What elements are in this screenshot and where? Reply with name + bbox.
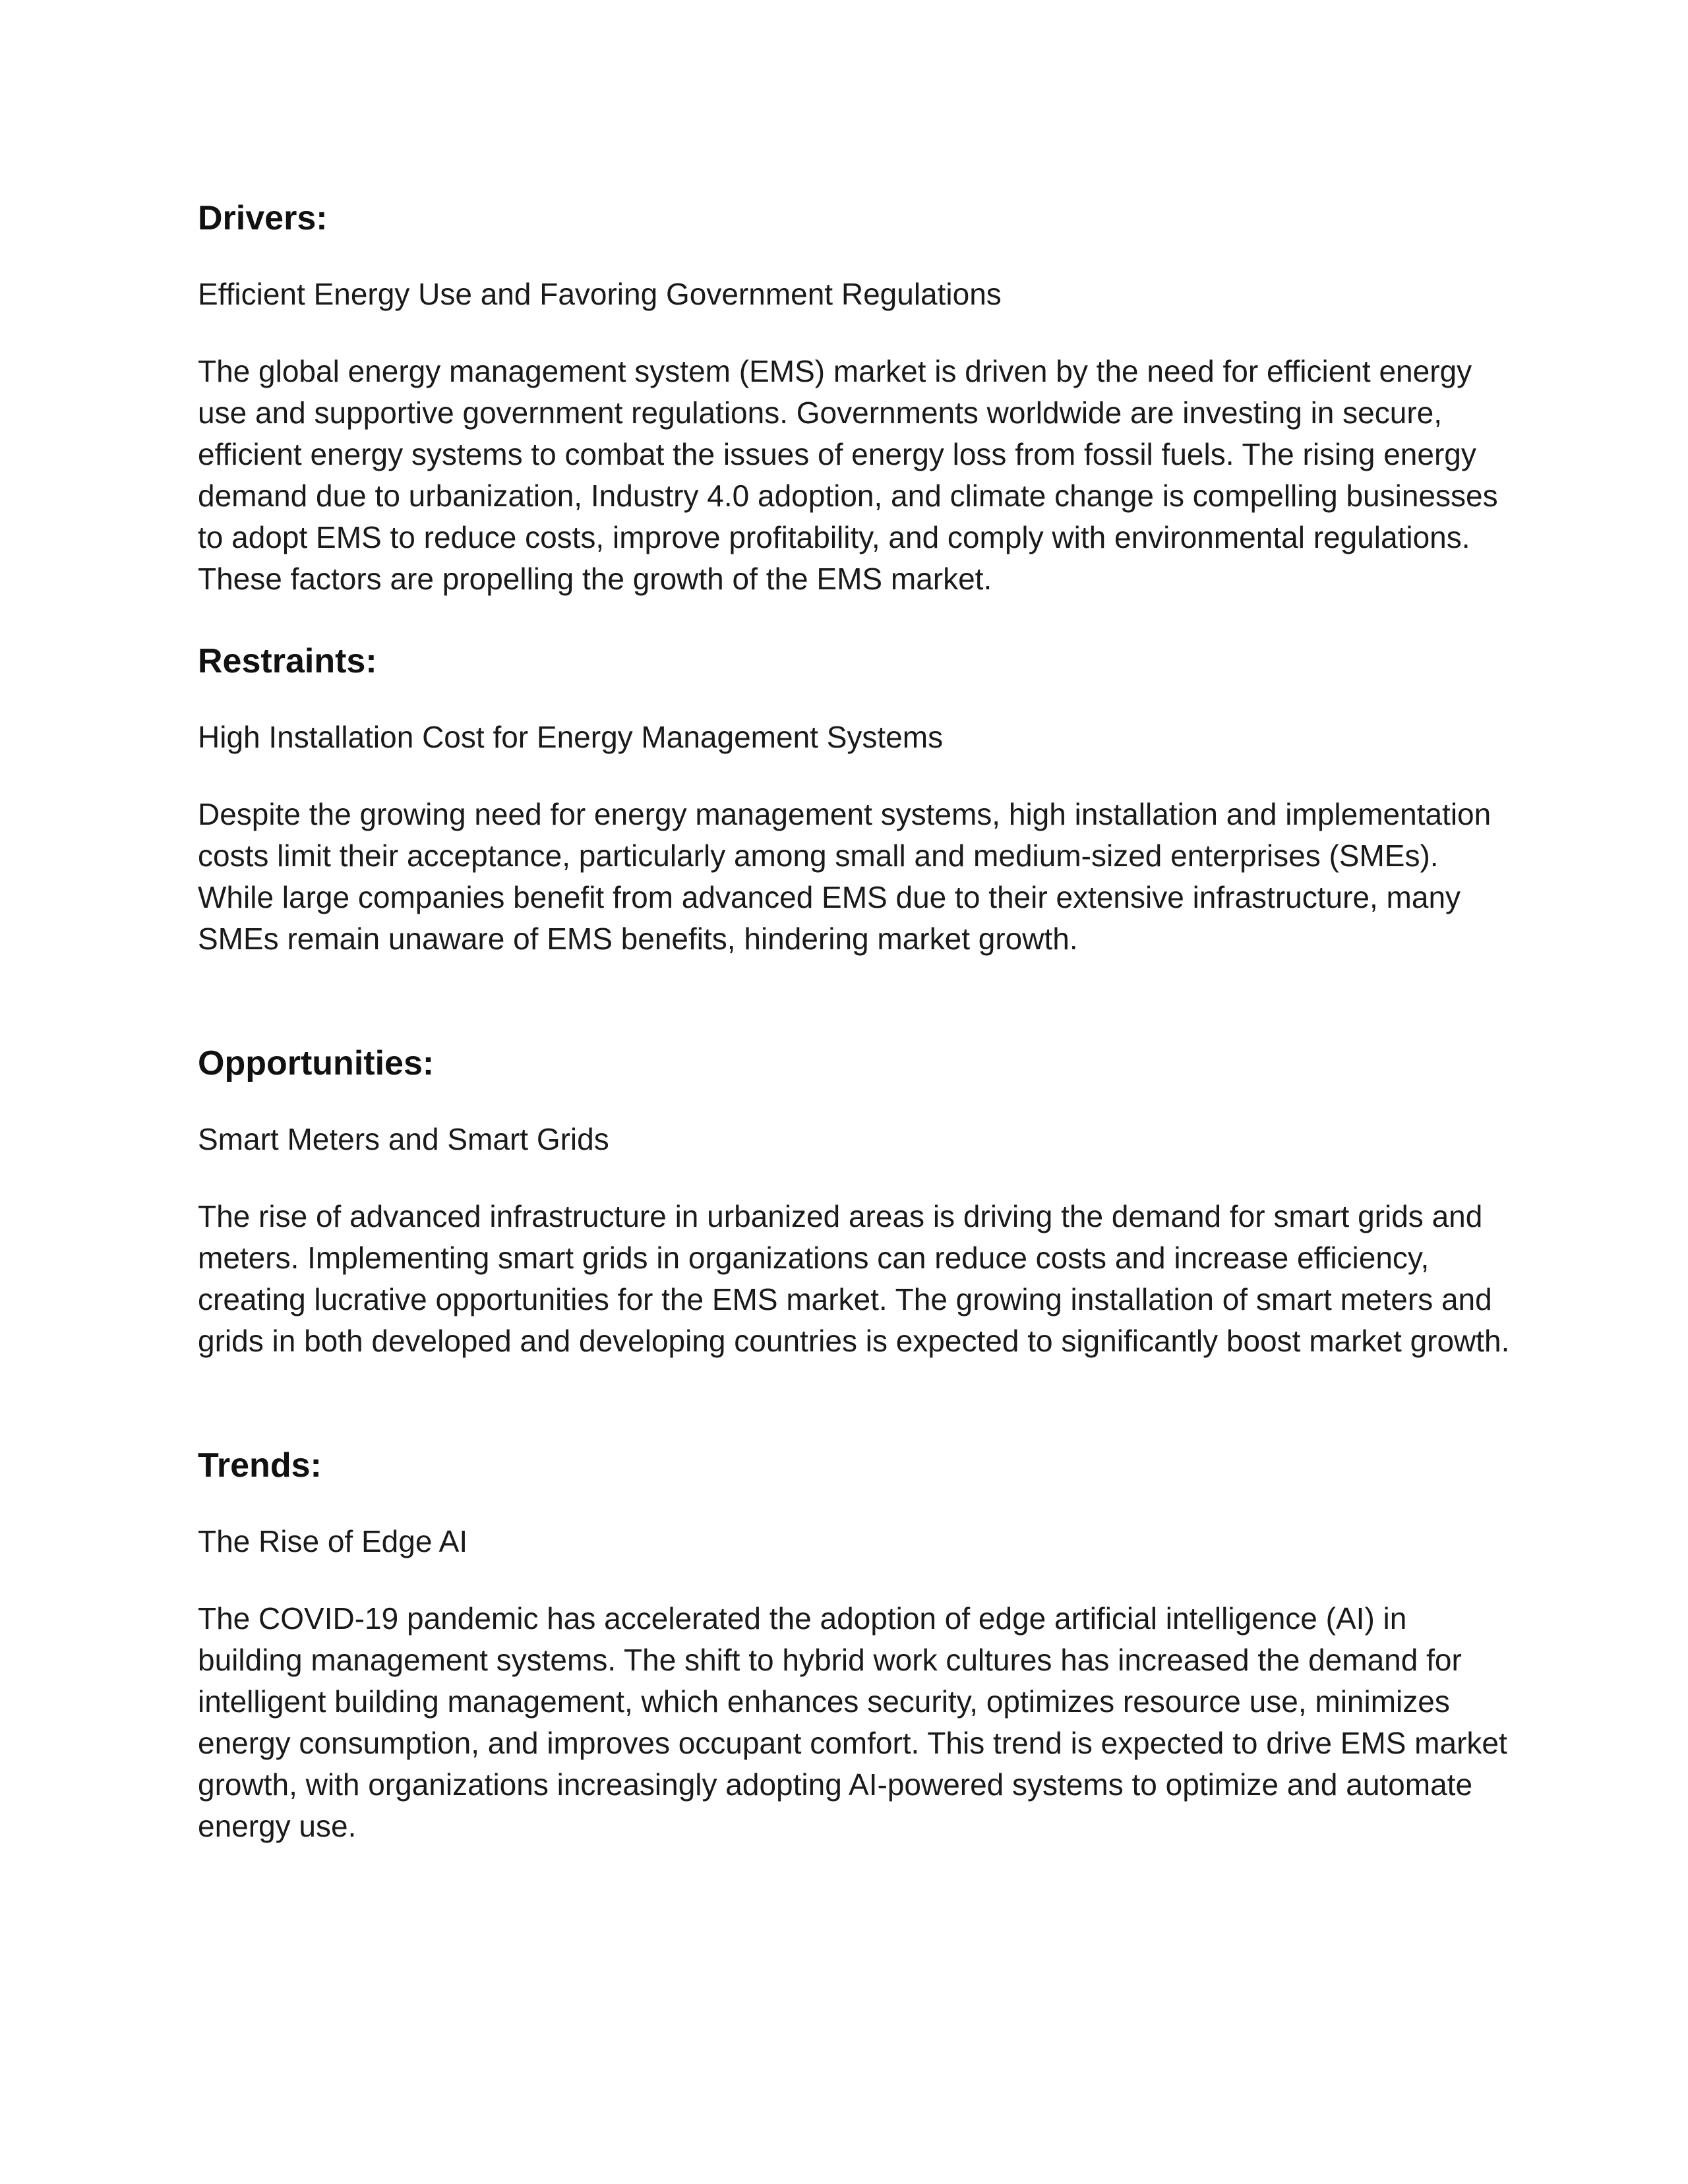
section-subheading: The Rise of Edge AI — [198, 1524, 468, 1558]
section-body: The global energy management system (EMS) market is driven by the need for efficient energy use and supportive government regulations. Governments worldwide are investing in secure, efficient energy systems to combat the issues of energy loss from fossil fuels. The rising energy demand due to urbanization, Industry 4.0 adoption, and climate change is compelling businesses to adopt EMS to reduce costs, improve profitability, and comply with environmental regulations. These factors are propelling the growth of the EMS market. — [198, 354, 1498, 596]
section-heading: Trends: — [198, 1446, 322, 1485]
section-body: The rise of advanced infrastructure in urbanized areas is driving the demand for smart grids and meters. Implementing smart grids in organizations can reduce costs and increase efficiency, creating lucrative opportunities for the EMS market. The growing installation of smart meters and grids in both developed and developing countries is expected to significantly boost market growth. — [198, 1199, 1510, 1358]
section-opportunities — [198, 1043, 1510, 1358]
section-body: Despite the growing need for energy management systems, high installation and implementation costs limit their acceptance, particularly among small and medium-sized enterprises (SMEs). While large companies benefit from advanced EMS due to their extensive infrastructure, many SMEs remain unaware of EMS benefits, hindering market growth. — [198, 797, 1492, 956]
section-restraints — [198, 641, 1510, 956]
section-subheading: Efficient Energy Use and Favoring Government Regulations — [198, 277, 1002, 311]
section-drivers — [198, 198, 1510, 596]
section-heading: Restraints: — [198, 642, 377, 680]
section-body: The COVID-19 pandemic has accelerated the adoption of edge artificial intelligence (AI) in building management systems. The shift to hybrid work cultures has increased the demand for intelligent building management, which enhances security, optimizes resource use, minimizes energy consumption, and improves occupant comfort. This trend is expected to drive EMS market growth, with organizations increasingly adopting AI-powered systems to optimize and automate energy use. — [198, 1601, 1507, 1843]
section-subheading: High Installation Cost for Energy Management Systems — [198, 720, 944, 754]
section-subheading: Smart Meters and Smart Grids — [198, 1122, 609, 1156]
section-heading: Drivers: — [198, 199, 328, 237]
section-trends — [198, 1445, 1510, 1843]
section-heading: Opportunities: — [198, 1044, 435, 1082]
